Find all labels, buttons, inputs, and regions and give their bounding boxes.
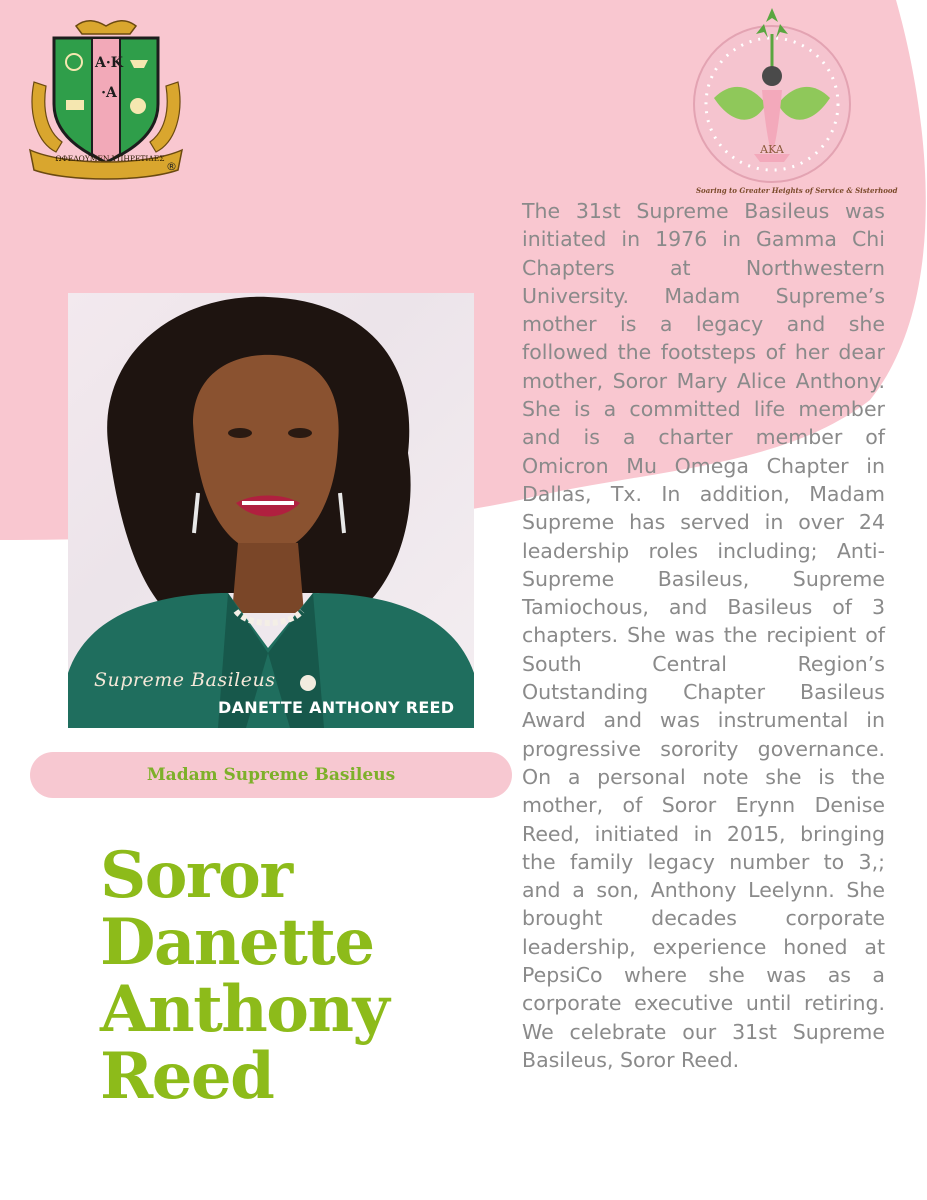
- subtitle-pill: [30, 752, 512, 798]
- portrait-photo: [68, 293, 474, 728]
- biography-text: The 31st Supreme Basileus was initiated in 1976 in Gamma Chi Chapters at Northwestern University. Madam Supreme’s mother is a legacy and she followed the footsteps of her dear mother, Soror Mary Alice Anthony. She is a committed life member and is a charter member of Omicron Mu Omega Chapter in Dallas, Tx. In addition, Madam Supreme has served in over 24 leadership roles including; Anti-Supreme Basileus, Supreme Tamiochous, and Basileus of 3 chapters. She was the recipient of South Central Region’s Outstanding Chapter Basileus Award and was instrumental in progressive sorority governance. On a personal note she is the mother, of Soror Erynn Denise Reed, initiated in 2015, bringing the family legacy number to 3,; and a son, Anthony Leelynn. She brought decades corporate leadership, experience honed at PepsiCo where she was as a corporate executive until retiring. We celebrate our 31st Supreme Basileus, Soror Reed.: [522, 199, 885, 1072]
- portrait-illustration: [68, 293, 474, 728]
- crest-motto: ΩΦΕΛΟΥΜΕΝ ΥΠΗΡΕΤΙΔΕΣ: [55, 154, 165, 163]
- subtitle-text: Madam Supreme Basileus: [146, 765, 396, 785]
- name-line: Anthony: [100, 972, 389, 1047]
- crest-letters: A·K·A: [95, 55, 123, 101]
- photo-script-caption: Supreme Basileus: [94, 669, 276, 691]
- emblem-ring-text: Soaring to Greater Heights of Service & Sisterhood: [696, 186, 898, 195]
- soaring-emblem-logo: [684, 4, 860, 188]
- name-line: Reed: [100, 1039, 274, 1114]
- emblem-center-text: AKA: [760, 143, 784, 156]
- member-name-heading: [100, 838, 500, 1114]
- registered-mark: ®: [166, 160, 177, 173]
- name-line: Soror: [100, 838, 292, 913]
- photo-name-caption: DANETTE ANTHONY REED: [218, 698, 455, 717]
- name-line: Danette: [100, 905, 374, 980]
